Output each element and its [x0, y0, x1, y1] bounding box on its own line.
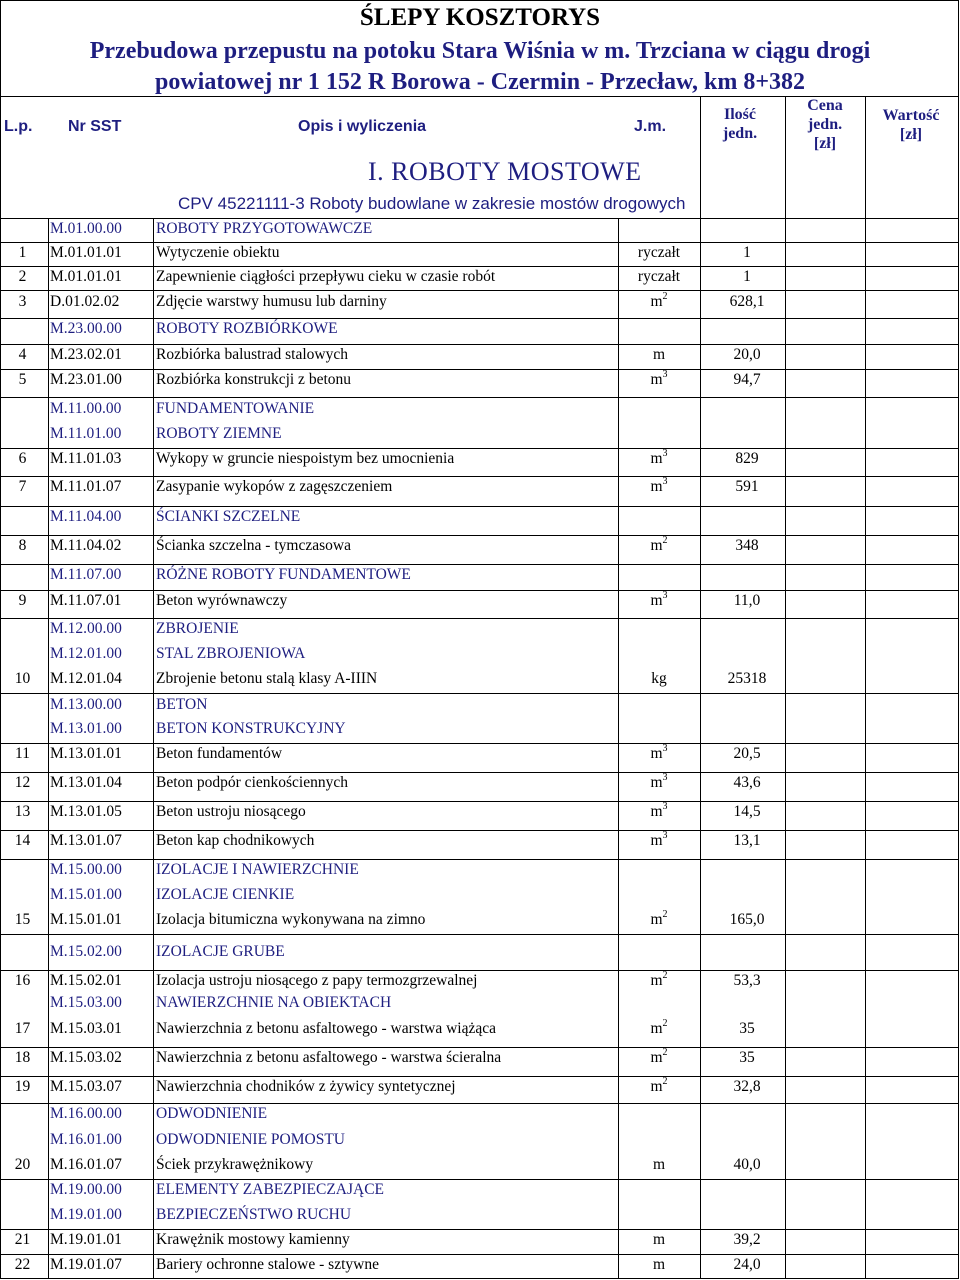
- row-unit-exponent: 3: [662, 369, 668, 380]
- row-quantity: 94,7: [733, 371, 761, 388]
- row-number: 19: [14, 1078, 31, 1095]
- sst-code: M.13.00.00: [50, 696, 122, 713]
- sst-code: M.15.03.07: [50, 1078, 122, 1095]
- row-description: Zapewnienie ciągłości przepływu cieku w czasie robót: [156, 268, 496, 285]
- sst-code: M.23.00.00: [50, 320, 122, 337]
- row-description: Nawierzchnia z betonu asfaltowego - warstwa ścieralna: [156, 1049, 502, 1066]
- row-description: Beton wyrównawczy: [156, 592, 288, 609]
- grid-line-vertical: [958, 0, 959, 1279]
- row-unit: [618, 1231, 700, 1249]
- row-quantity: 35: [739, 1049, 755, 1066]
- row-unit: [618, 911, 700, 929]
- row-number: 21: [14, 1231, 31, 1248]
- sst-code: M.12.00.00: [50, 620, 122, 637]
- row-unit-text: m: [650, 774, 663, 791]
- sst-code: M.11.01.00: [50, 425, 122, 442]
- row-unit: [618, 803, 700, 821]
- sst-code: M.23.02.01: [50, 346, 122, 363]
- row-unit: [618, 450, 700, 468]
- sst-code: M.23.01.00: [50, 371, 122, 388]
- row-unit-text: m: [650, 450, 663, 467]
- row-number: 15: [14, 911, 31, 928]
- row-unit-exponent: 3: [662, 448, 668, 459]
- grid-line-horizontal: [0, 290, 959, 291]
- sst-code: M.12.01.04: [50, 670, 122, 687]
- row-number: 1: [18, 244, 27, 261]
- sst-code: M.13.01.01: [50, 745, 122, 762]
- header-quantity: Ilość jedn.: [722, 106, 758, 142]
- sst-code: M.12.01.00: [50, 645, 122, 662]
- row-quantity: 40,0: [733, 1156, 761, 1173]
- row-description: IZOLACJE GRUBE: [156, 943, 285, 960]
- row-unit: [618, 1156, 700, 1174]
- sst-code: M.19.00.00: [50, 1181, 122, 1198]
- row-number: 17: [14, 1020, 31, 1037]
- sst-code: M.11.07.00: [50, 566, 122, 583]
- row-description: STAL ZBROJENIOWA: [156, 645, 306, 662]
- sst-code: M.15.00.00: [50, 861, 122, 878]
- row-description: Izolacja ustroju niosącego z papy termozgrzewalnej: [156, 972, 478, 989]
- row-quantity: 165,0: [729, 911, 765, 928]
- sst-code: M.11.04.00: [50, 508, 122, 525]
- row-description: ELEMENTY ZABEZPIECZAJĄCE: [156, 1181, 385, 1198]
- row-number: 16: [14, 972, 31, 989]
- grid-line-horizontal: [0, 1103, 959, 1104]
- sst-code: M.15.02.00: [50, 943, 122, 960]
- grid-line-horizontal: [0, 344, 959, 345]
- row-unit-text: m: [652, 346, 666, 363]
- row-description: ROBOTY PRZYGOTOWAWCZE: [156, 220, 373, 237]
- row-number: 13: [14, 803, 31, 820]
- sst-code: M.13.01.00: [50, 720, 122, 737]
- sst-code: D.01.02.02: [50, 293, 120, 310]
- sst-code: M.16.01.00: [50, 1131, 122, 1148]
- row-unit-text: ryczałt: [637, 244, 681, 261]
- row-quantity: 20,5: [733, 745, 761, 762]
- row-number: 9: [18, 592, 27, 609]
- row-description: Izolacja bitumiczna wykonywana na zimno: [156, 911, 426, 928]
- row-description: NAWIERZCHNIE NA OBIEKTACH: [156, 994, 392, 1011]
- row-description: ŚCIANKI SZCZELNE: [156, 508, 301, 525]
- sst-code: M.15.02.01: [50, 972, 122, 989]
- row-unit-text: m: [650, 1078, 663, 1095]
- grid-line-horizontal: [0, 830, 959, 831]
- row-unit: [618, 1256, 700, 1274]
- row-quantity: 39,2: [733, 1231, 761, 1248]
- row-description: IZOLACJE CIENKIE: [156, 886, 295, 903]
- row-quantity: 628,1: [729, 293, 765, 310]
- row-unit-exponent: 3: [662, 476, 668, 487]
- row-description: Bariery ochronne stalowe - sztywne: [156, 1256, 379, 1273]
- row-unit-text: ryczałt: [637, 268, 681, 285]
- row-unit: [618, 371, 700, 389]
- row-description: BETON: [156, 696, 208, 713]
- row-description: ROBOTY ROZBIÓRKOWE: [156, 320, 338, 337]
- sst-code: M.15.03.01: [50, 1020, 122, 1037]
- grid-line-horizontal: [0, 266, 959, 267]
- row-unit-text: m: [652, 1256, 666, 1273]
- row-unit: [618, 293, 700, 311]
- grid-line-horizontal: [0, 1076, 959, 1077]
- sst-code: M.19.01.00: [50, 1206, 122, 1223]
- row-quantity: 11,0: [733, 592, 761, 609]
- grid-line-horizontal: [0, 743, 959, 744]
- row-unit: [618, 670, 700, 688]
- row-unit: [618, 745, 700, 763]
- row-unit-exponent: 3: [662, 830, 668, 841]
- row-description: Zbrojenie betonu stalą klasy A-IIIN: [156, 670, 378, 687]
- row-unit: [618, 1078, 700, 1096]
- row-unit-exponent: 2: [662, 909, 668, 920]
- row-number: 3: [18, 293, 27, 310]
- row-description: Rozbiórka konstrukcji z betonu: [156, 371, 351, 388]
- section-title: I. ROBOTY MOSTOWE: [368, 157, 642, 186]
- row-quantity: 32,8: [733, 1078, 761, 1095]
- grid-line-horizontal: [0, 476, 959, 477]
- sst-code: M.01.00.00: [50, 220, 122, 237]
- grid-line-horizontal: [0, 934, 959, 935]
- document-subtitle-line1: Przebudowa przepustu na potoku Stara Wiśnia w m. Trzciana w ciągu drogi: [89, 38, 871, 64]
- row-unit-exponent: 2: [662, 535, 668, 546]
- row-unit: [618, 972, 700, 990]
- row-unit-text: m: [650, 803, 663, 820]
- grid-line-horizontal: [0, 859, 959, 860]
- row-number: 14: [14, 832, 31, 849]
- grid-line-horizontal: [0, 369, 959, 370]
- sst-code: M.11.01.03: [50, 450, 122, 467]
- row-description: BETON KONSTRUKCYJNY: [156, 720, 346, 737]
- grid-line-horizontal: [0, 397, 959, 398]
- row-unit-exponent: 3: [662, 801, 668, 812]
- row-description: RÓŻNE ROBOTY FUNDAMENTOWE: [156, 566, 411, 583]
- grid-line-vertical: [700, 96, 701, 1279]
- row-number: 18: [14, 1049, 31, 1066]
- row-unit-text: m: [650, 371, 663, 388]
- sst-code: M.15.01.01: [50, 911, 122, 928]
- row-unit-text: m: [650, 1049, 663, 1066]
- row-unit-text: m: [652, 1156, 666, 1173]
- row-unit: [618, 537, 700, 555]
- row-description: Zasypanie wykopów z zagęszczeniem: [156, 478, 393, 495]
- row-description: Beton fundamentów: [156, 745, 283, 762]
- row-number: 10: [14, 670, 31, 687]
- row-quantity: 1: [743, 244, 751, 261]
- header-sst: Nr SST: [68, 118, 122, 135]
- header-value: Wartość [zł]: [882, 107, 940, 143]
- row-unit: [618, 478, 700, 496]
- row-unit: [618, 592, 700, 610]
- grid-line-horizontal: [0, 535, 959, 536]
- row-unit-text: m: [650, 911, 663, 928]
- row-description: FUNDAMENTOWANIE: [156, 400, 315, 417]
- row-number: 6: [18, 450, 27, 467]
- row-number: 8: [18, 537, 27, 554]
- row-description: Ścianka szczelna - tymczasowa: [156, 537, 351, 554]
- row-quantity: 20,0: [733, 346, 761, 363]
- sst-code: M.13.01.07: [50, 832, 122, 849]
- row-description: Nawierzchnia z betonu asfaltowego - warstwa wiążąca: [156, 1020, 496, 1037]
- row-quantity: 25318: [727, 670, 767, 687]
- grid-line-horizontal: [0, 590, 959, 591]
- sst-code: M.16.01.07: [50, 1156, 122, 1173]
- row-description: BEZPIECZEŃSTWO RUCHU: [156, 1206, 352, 1223]
- grid-line-horizontal: [0, 448, 959, 449]
- row-number: 5: [18, 371, 27, 388]
- row-unit-exponent: 2: [662, 970, 668, 981]
- header-unit: J.m.: [634, 118, 667, 135]
- grid-line-horizontal: [0, 1047, 959, 1048]
- grid-line-horizontal: [0, 1229, 959, 1230]
- sst-code: M.16.00.00: [50, 1105, 122, 1122]
- grid-line-horizontal: [0, 1179, 959, 1180]
- row-description: Nawierzchnia chodników z żywicy syntetycznej: [156, 1078, 456, 1095]
- row-description: IZOLACJE I NAWIERZCHNIE: [156, 861, 359, 878]
- sst-code: M.11.07.01: [50, 592, 122, 609]
- row-number: 11: [15, 745, 30, 762]
- row-description: ROBOTY ZIEMNE: [156, 425, 282, 442]
- row-number: 12: [14, 774, 31, 791]
- sst-code: M.11.00.00: [50, 400, 122, 417]
- document-title: ŚLEPY KOSZTORYS: [359, 4, 601, 31]
- sst-code: M.15.01.00: [50, 886, 122, 903]
- row-unit-exponent: 2: [662, 1018, 668, 1029]
- grid-line-horizontal: [0, 506, 959, 507]
- row-description: Wytyczenie obiektu: [156, 244, 280, 261]
- row-quantity: 53,3: [733, 972, 761, 989]
- row-number: 4: [18, 346, 27, 363]
- row-description: Zdjęcie warstwy humusu lub darniny: [156, 293, 387, 310]
- row-unit: [618, 268, 700, 286]
- sst-code: M.19.01.01: [50, 1231, 122, 1248]
- row-unit-text: m: [650, 1020, 663, 1037]
- row-unit-exponent: 3: [662, 590, 668, 601]
- row-description: Beton ustroju niosącego: [156, 803, 306, 820]
- row-description: Wykopy w gruncie niespoistym bez umocnienia: [156, 450, 455, 467]
- row-unit-exponent: 2: [662, 1047, 668, 1058]
- row-unit-text: kg: [651, 670, 667, 687]
- row-unit-text: m: [650, 972, 663, 989]
- row-unit: [618, 346, 700, 364]
- row-unit-text: m: [650, 478, 663, 495]
- row-unit: [618, 832, 700, 850]
- row-unit-text: m: [650, 293, 663, 310]
- sst-code: M.01.01.01: [50, 268, 122, 285]
- document-subtitle-line2: powiatowej nr 1 152 R Borowa - Czermin - Przecław, km 8+382: [154, 69, 805, 95]
- grid-line-horizontal: [0, 0, 959, 1]
- grid-line-horizontal: [0, 96, 959, 97]
- row-quantity: 829: [735, 450, 759, 467]
- row-number: 7: [18, 478, 27, 495]
- header-description: Opis i wyliczenia: [298, 118, 427, 135]
- grid-line-horizontal: [0, 970, 959, 971]
- sst-code: M.13.01.05: [50, 803, 122, 820]
- row-unit-exponent: 2: [662, 291, 668, 302]
- sst-code: M.11.04.02: [50, 537, 122, 554]
- row-number: 22: [14, 1256, 31, 1273]
- grid-line-horizontal: [0, 801, 959, 802]
- grid-line-horizontal: [0, 564, 959, 565]
- row-unit: [618, 244, 700, 262]
- grid-line-horizontal: [0, 618, 959, 619]
- grid-line-horizontal: [0, 772, 959, 773]
- sst-code: M.11.01.07: [50, 478, 122, 495]
- row-description: Ściek przykrawężnikowy: [156, 1156, 314, 1173]
- header-lp: L.p.: [4, 118, 33, 135]
- grid-line-horizontal: [0, 318, 959, 319]
- row-quantity: 13,1: [733, 832, 761, 849]
- row-unit: [618, 774, 700, 792]
- row-description: Beton podpór cienkościennych: [156, 774, 348, 791]
- row-description: Rozbiórka balustrad stalowych: [156, 346, 348, 363]
- grid-line-vertical: [153, 218, 154, 1279]
- sst-code: M.19.01.07: [50, 1256, 122, 1273]
- row-unit-exponent: 3: [662, 743, 668, 754]
- cpv-code: CPV 45221111-3 Roboty budowlane w zakresie mostów drogowych: [178, 194, 686, 213]
- grid-line-horizontal: [0, 693, 959, 694]
- row-unit: [618, 1049, 700, 1067]
- row-unit-exponent: 3: [662, 772, 668, 783]
- row-quantity: 1: [743, 268, 751, 285]
- row-quantity: 14,5: [733, 803, 761, 820]
- row-quantity: 43,6: [733, 774, 761, 791]
- header-unit-price: Cena jedn. [zł]: [807, 97, 843, 152]
- row-number: 2: [18, 268, 27, 285]
- row-unit: [618, 1020, 700, 1038]
- row-description: ODWODNIENIE POMOSTU: [156, 1131, 345, 1148]
- row-unit-text: m: [650, 745, 663, 762]
- row-unit-text: m: [650, 832, 663, 849]
- grid-line-horizontal: [0, 242, 959, 243]
- grid-line-horizontal: [0, 1278, 959, 1279]
- row-quantity: 348: [735, 537, 759, 554]
- row-unit-text: m: [652, 1231, 666, 1248]
- grid-line-horizontal: [0, 218, 959, 219]
- row-unit-text: m: [650, 592, 663, 609]
- grid-line-horizontal: [0, 1254, 959, 1255]
- row-number: 20: [14, 1156, 31, 1173]
- grid-line-vertical: [865, 96, 866, 1279]
- row-unit-exponent: 2: [662, 1076, 668, 1087]
- row-unit-text: m: [650, 537, 663, 554]
- sst-code: M.01.01.01: [50, 244, 122, 261]
- row-quantity: 591: [735, 478, 759, 495]
- row-description: Beton kap chodnikowych: [156, 832, 315, 849]
- grid-line-vertical: [48, 218, 49, 1279]
- row-description: ODWODNIENIE: [156, 1105, 268, 1122]
- sst-code: M.13.01.04: [50, 774, 122, 791]
- row-quantity: 24,0: [733, 1256, 761, 1273]
- row-description: Krawężnik mostowy kamienny: [156, 1231, 350, 1248]
- sst-code: M.15.03.00: [50, 994, 122, 1011]
- row-quantity: 35: [739, 1020, 755, 1037]
- row-description: ZBROJENIE: [156, 620, 239, 637]
- sst-code: M.15.03.02: [50, 1049, 122, 1066]
